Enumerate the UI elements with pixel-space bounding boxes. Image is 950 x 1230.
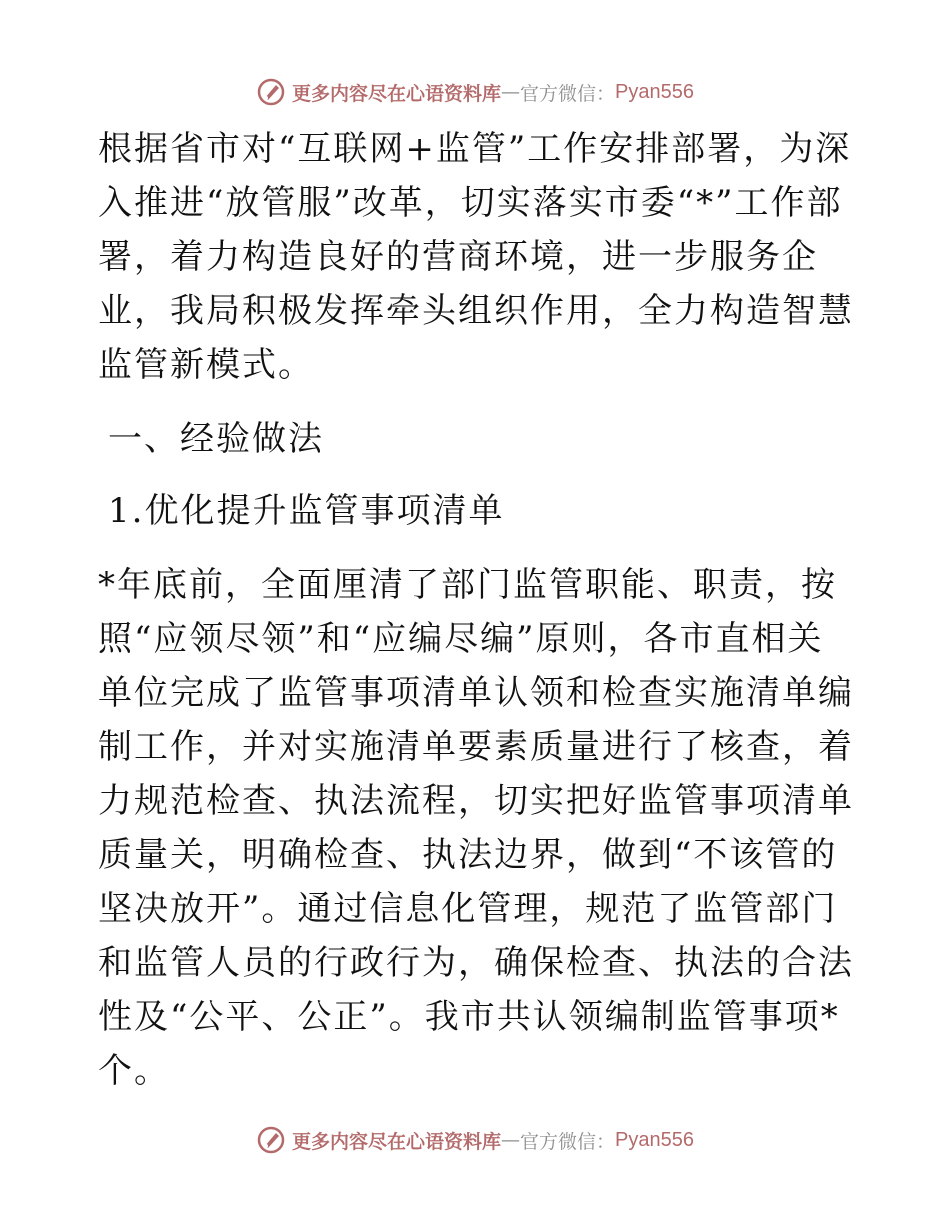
banner-separator: — <box>501 81 521 103</box>
banner-wechat-id: Pyan556 <box>615 80 694 103</box>
banner-wechat-label: 官方微信： <box>520 82 616 105</box>
banner-separator: — <box>501 1129 521 1151</box>
intro-paragraph: 根据省市对“互联网+监管”工作安排部署，为深入推进“放管服”改革，切实落实市委“*”工作部署，着力构造良好的营商环境，进一步服务企业，我局积极发挥牵头组织作用，全力构造智慧监管新模式。 <box>98 129 854 385</box>
banner-site-name: 更多内容尽在心语资料库 <box>292 82 502 105</box>
header-banner <box>0 72 950 112</box>
subsection-heading: 1.优化提升监管事项清单 <box>108 491 505 531</box>
banner-wechat-id: Pyan556 <box>615 1128 694 1151</box>
document-body <box>98 122 858 1098</box>
body-paragraph: *年底前，全面厘清了部门监管职能、职责，按照“应领尽领”和“应编尽编”原则，各市直相关单位完成了监管事项清单认领和检查实施清单编制工作，并对实施清单要素质量进行了核查，着力规范检查、执法流程，切实把好监管事项清单质量关，明确检查、执法边界，做到“不该管的坚决放开”。通过信息化管理，规范了监管部门和监管人员的行政行为，确保检查、执法的合法性及“公平、公正”。我市共认领编制监管事项*个。 <box>98 565 854 1091</box>
footer-banner <box>0 1120 950 1160</box>
banner-wechat-label: 官方微信： <box>520 1130 616 1153</box>
pen-logo-icon <box>256 77 286 107</box>
pen-logo-icon <box>256 1125 286 1155</box>
section-heading: 一、经验做法 <box>108 419 324 459</box>
banner-site-name: 更多内容尽在心语资料库 <box>292 1130 502 1153</box>
